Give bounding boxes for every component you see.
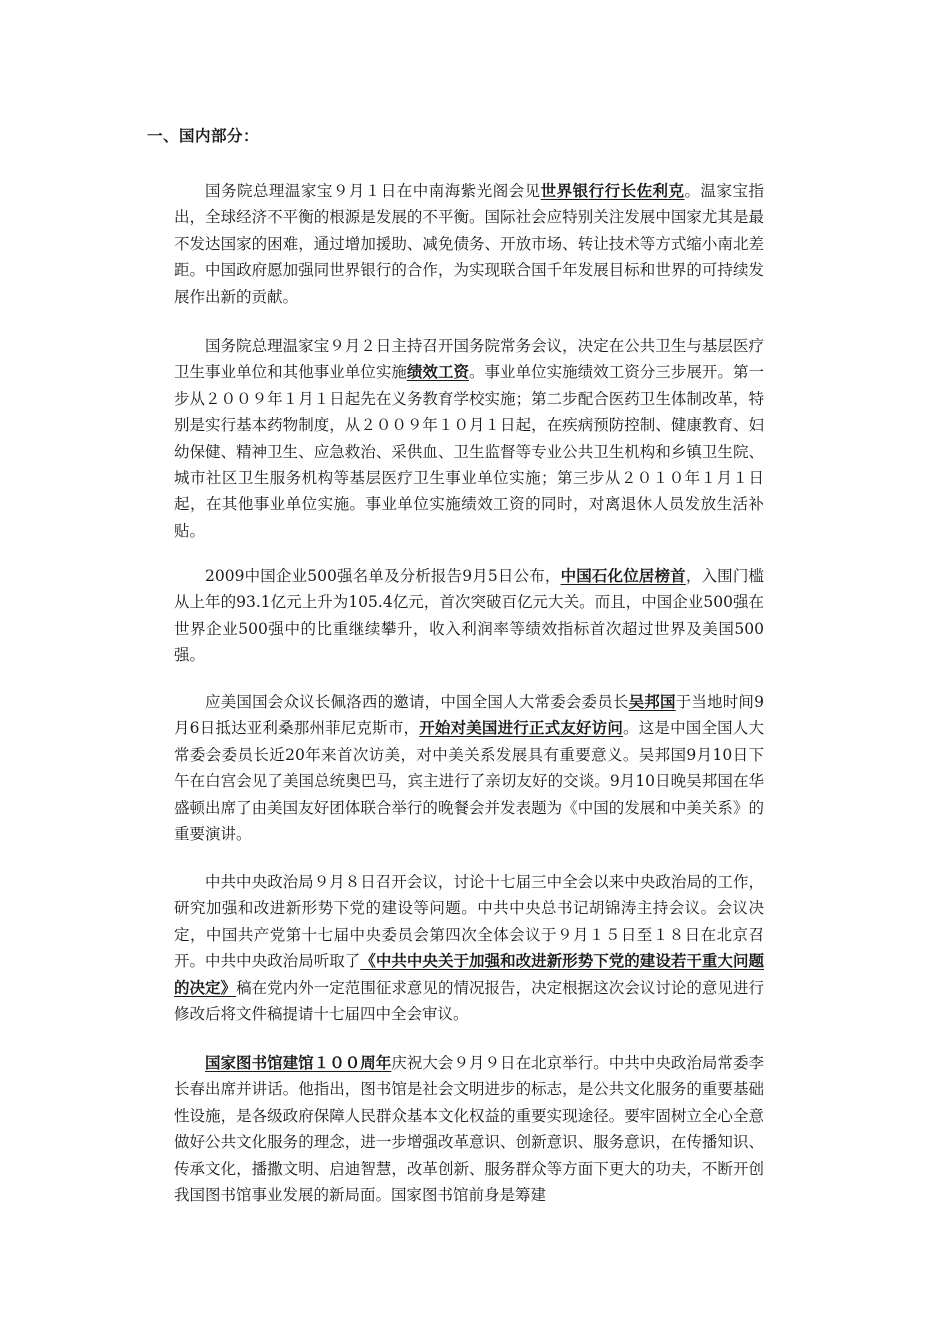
paragraph-national-library: [174, 1050, 764, 1208]
key-phrase: 世界银行行长佐利克: [540, 181, 685, 200]
key-phrase: 国家图书馆建馆１００周年: [205, 1053, 392, 1072]
paragraph-text: 稿在党内外一定范围征求意见的情况报告，决定根据这次会议讨论的意见进行修改后将文件稿提请十七届四中全会审议。: [174, 978, 764, 1024]
key-phrase: 中国石化位居榜首: [560, 566, 686, 585]
paragraph-text: 于当地时间9月6日抵达亚利桑那州菲尼克斯市，: [174, 693, 764, 738]
paragraph-world-bank: [174, 178, 764, 310]
paragraph-text: 应美国国会众议长佩洛西的邀请，中国全国人大常委会委员长: [205, 693, 629, 711]
key-phrase: 绩效工资: [406, 362, 469, 382]
paragraph-politburo: [174, 869, 764, 1027]
paragraph-text: 庆祝大会９月９日在北京举行。中共中央政治局常委李长春出席并讲话。他指出，图书馆是社会文明进步的标志，是公共文化服务的重要基础性设施，是各级政府保障人民群众基本文化权益的重要实现途径。要牢固树立全心全意做好公共文化服务的理念，进一步增强改革意识、创新意识、服务意识，在传播知识、传承文化，播撒文明、启迪智慧，改革创新、服务群众等方面下更大的功夫，不断开创我国图书馆事业发展的新局面。国家图书馆前身是筹建: [174, 1054, 764, 1205]
paragraph-text: 。事业单位实施绩效工资分三步展开。第一步从２００９年１月１日起先在义务教育学校实施；第二步配合医药卫生体制改革，特别是实行基本药物制度，从２００９年１０月１日起，在疾病预防控制、健康教育、妇幼保健、精神卫生、应急救治、采供血、卫生监督等专业公共卫生机构和乡镇卫生院、城市社区卫生服务机构等基层医疗卫生事业单位实施；第三步从２０１０年１月１日起，在其他事业单位实施。事业单位实施绩效工资的同时，对离退休人员发放生活补贴。: [174, 363, 764, 540]
key-phrase: 开始对美国进行正式友好访问: [419, 718, 624, 738]
paragraph-text: 。这是中国全国人大常委会委员长近20年来首次访美，对中美关系发展具有重要意义。吴邦国9月10日下午在白宫会见了美国总统奥巴马，宾主进行了亲切友好的交谈。9月10日晚吴邦国在华盛顿出席了由美国友好团体联合举行的晚餐会并发表题为《中国的发展和中美关系》的重要演讲。: [174, 719, 764, 844]
paragraph-text: ，入围门槛从上年的93.1亿元上升为105.4亿元，首次突破百亿元大关。而且，中国企业500强在世界企业500强中的比重继续攀升，收入利润率等绩效指标首次超过世界及美国500强。: [174, 567, 764, 665]
paragraph-top-500: [174, 563, 764, 669]
paragraph-text: 中共中央政治局９月８日召开会议，讨论十七届三中全会以来中央政治局的工作，研究加强和改进新形势下党的建设等问题。中共中央总书记胡锦涛主持会议。会议决定，中国共产党第十七届中央委员会第四次全体会议于９月１５日至１８日在北京召开。中共中央政治局听取了: [174, 873, 764, 971]
paragraph-text: 国务院总理温家宝９月１日在中南海紫光阁会见: [205, 182, 541, 200]
paragraph-text: 国务院总理温家宝９月２日主持召开国务院常务会议，决定在公共卫生与基层医疗卫生事业单位和其他事业单位实施: [174, 337, 764, 382]
paragraph-performance-pay: [174, 333, 764, 544]
key-phrase: 吴邦国: [628, 692, 676, 711]
paragraph-us-visit: [174, 689, 764, 847]
paragraph-text: 2009中国企业500强名单及分析报告9月5日公布，: [205, 567, 561, 585]
paragraph-text: 。温家宝指出，全球经济不平衡的根源是发展的不平衡。国际社会应特别关注发展中国家尤其是最不发达国家的困难，通过增加援助、减免债务、开放市场、转让技术等方式缩小南北差距。中国政府愿加强同世界银行的合作，为实现联合国千年发展目标和世界的可持续发展作出新的贡献。: [174, 182, 764, 306]
section-heading: 一、国内部分：: [147, 127, 260, 145]
key-phrase: 《中共中央关于加强和改进新形势下党的建设若干重大问题的决定》: [174, 951, 764, 997]
